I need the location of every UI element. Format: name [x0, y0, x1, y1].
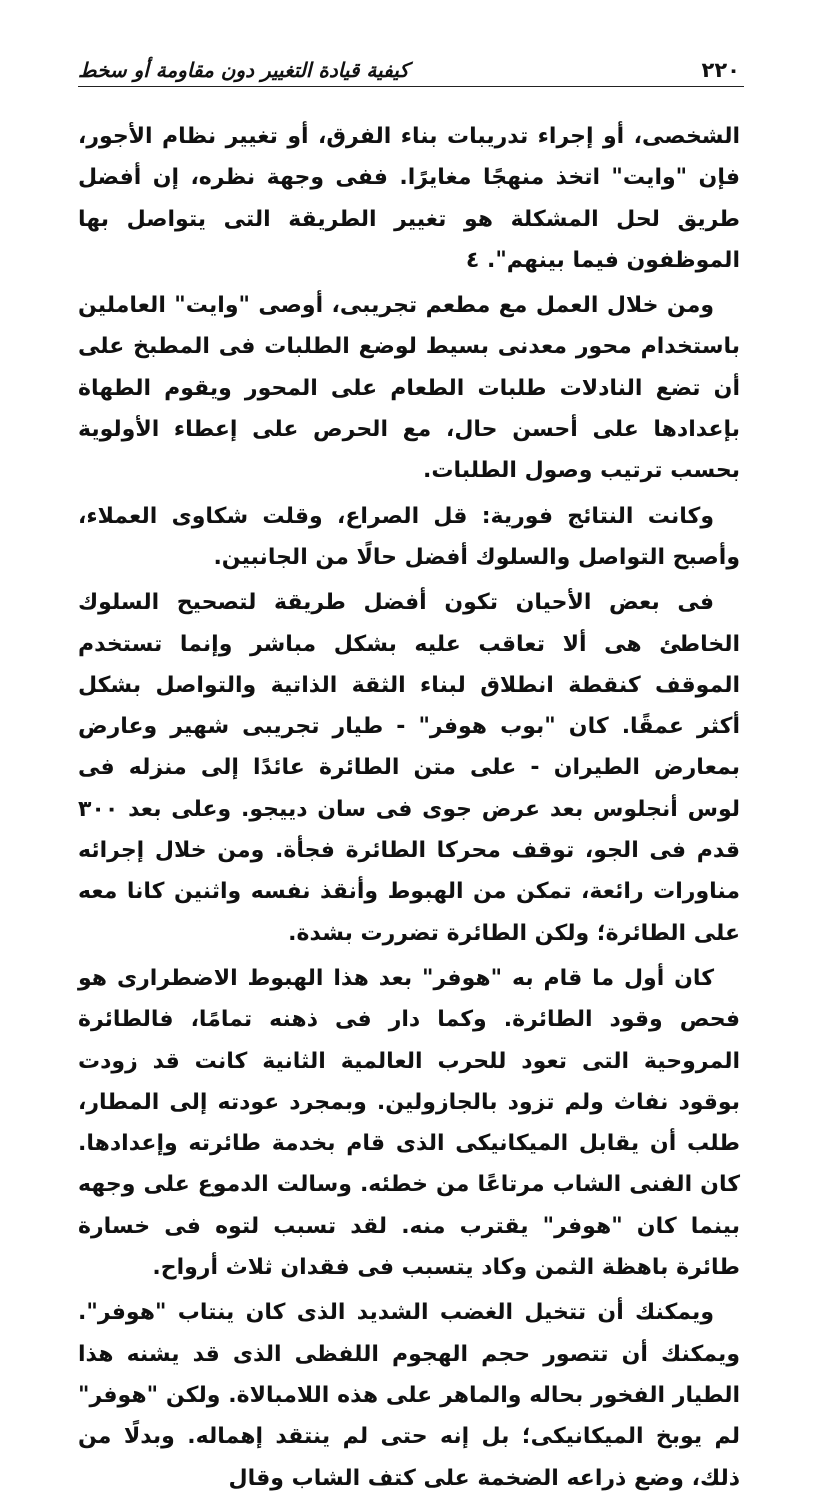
paragraph: فى بعض الأحيان تكون أفضل طريقة لتصحيح السلوك الخاطئ هى ألا تعاقب عليه بشكل مباشر وإنما تستخدم الموقف كنقطة انطلاق لبناء الثقة الذاتية والتواصل بشكل أكثر عمقًا. كان "بوب هوفر" - طيار تجريبى شهير وعارض بمعارض الطيران - على متن الطائرة عائدًا إلى منزله فى لوس أنجلوس بعد عرض جوى فى سان دييجو. وعلى بعد ٣٠٠ قدم فى الجو، توقف محركا الطائرة فجأة. ومن خلال إجرائه مناورات رائعة، تمكن من الهبوط وأنقذ نفسه واثنين كانا معه على الطائرة؛ ولكن الطائرة تضررت بشدة.: [78, 590, 740, 946]
paragraph: ومن خلال العمل مع مطعم تجريبى، أوصى "وايت" العاملين باستخدام محور معدنى بسيط لوضع الطلبات فى المطبخ على أن تضع النادلات طلبات الطعام على المحور ويقوم الطهاة بإعدادها على أحسن حال، مع الحرص على إعطاء الأولوية بحسب ترتيب وصول الطلبات.: [78, 293, 740, 484]
paragraph: وكانت النتائج فورية: قل الصراع، وقلت شكاوى العملاء، وأصبح التواصل والسلوك أفضل حالًا من الجانبين.: [78, 503, 740, 570]
body-text: [78, 116, 740, 1503]
paragraph: ويمكنك أن تتخيل الغضب الشديد الذى كان ينتاب "هوفر". ويمكنك أن تتصور حجم الهجوم اللفظى الذى قد يشنه هذا الطيار الفخور بحاله والماهر على هذه اللامبالاة. ولكن "هوفر" لم يوبخ الميكانيكى؛ بل إنه حتى لم ينتقد إهماله. وبدلًا من ذلك، وضع ذراعه الضخمة على كتف الشاب وقال: [78, 1300, 740, 1491]
page-number: ٢٢٠: [701, 58, 740, 82]
running-title: كيفية قيادة التغيير دون مقاومة أو سخط: [78, 58, 409, 82]
paragraph: كان أول ما قام به "هوفر" بعد هذا الهبوط الاضطرارى هو فحص وقود الطائرة. وكما دار فى ذهنه تمامًا، فالطائرة المروحية التى تعود للحرب العالمية الثانية كانت قد زودت بوقود نفاث ولم تزود بالجازولين. وبمجرد عودته إلى المطار، طلب أن يقابل الميكانيكى الذى قام بخدمة طائرته وإعدادها. كان الفنى الشاب مرتاعًا من خطئه. وسالت الدموع على وجهه بينما كان "هوفر" يقترب منه. لقد تسبب لتوه فى خسارة طائرة باهظة الثمن وكاد يتسبب فى فقدان ثلاث أرواح.: [78, 965, 740, 1281]
header-rule: [78, 86, 744, 87]
paragraph-continued: الشخصى، أو إجراء تدريبات بناء الفرق، أو تغيير نظام الأجور، فإن "وايت" اتخذ منهجًا مغايرًا. ففى وجهة نظره، إن أفضل طريق لحل المشكلة هو تغيير الطريقة التى يتواصل بها الموظفون فيما بينهم". ٤: [78, 124, 740, 273]
running-head: [78, 52, 740, 82]
